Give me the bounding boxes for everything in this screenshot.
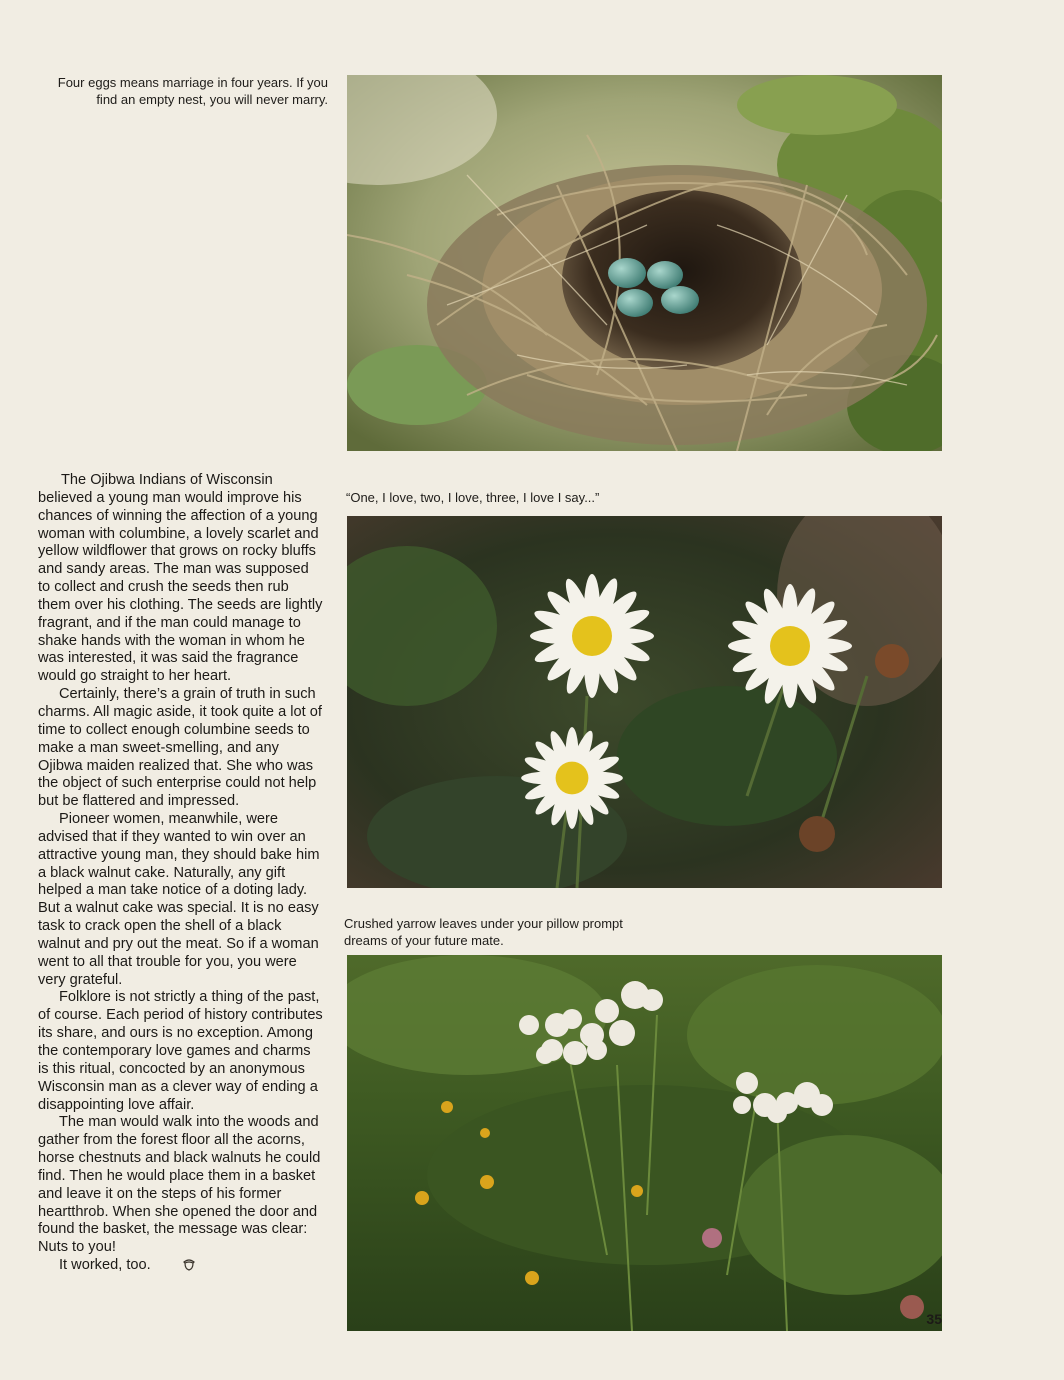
nest-caption: Four eggs means marriage in four years. If you find an empty nest, you will never marry. (57, 75, 328, 107)
daisy-image (347, 516, 942, 888)
yarrow-photo (347, 955, 942, 1331)
daisy-photo (347, 516, 942, 888)
yarrow-image (347, 955, 942, 1331)
article-paragraph-last (38, 1257, 324, 1277)
article-paragraph: The man would walk into the woods and gather from the forest floor all the acorns, horse chestnuts and black walnuts he could find. Then he would place them in a basket and leave it on the steps of his former heartthrob. When she opened the door and found the basket, the message was clear: Nuts to you! (38, 1114, 321, 1256)
article-paragraph: Folklore is not strictly a thing of the past, of course. Each period of history contributes its share, and ours is no exception. Among the contemporary love games and charms is this ritual, concocted by an anonymous Wisconsin man as a clever way of ending a disappointing love affair. (38, 989, 323, 1113)
article-paragraph: Pioneer women, meanwhile, were advised that if they wanted to win over an attractive young man, they should bake him a black walnut cake. Naturally, any gift helped a man take notice of a doting lady. But a walnut cake was special. It is no easy task to crack open the shell of a black walnut and pry out the meat. So if a woman went to all that trouble for you, you were very grateful. (38, 811, 320, 988)
nest-image (347, 75, 942, 451)
article-paragraph: Certainly, there’s a grain of truth in such charms. All magic aside, it took quite a lot of time to collect enough columbine seeds to make a man sweet-smelling, and any Ojibwa maiden realized that. She who was the object of such enterprise could not help but be flattered and impressed. (38, 686, 322, 810)
article-body (38, 472, 324, 1277)
article-paragraph: The Ojibwa Indians of Wisconsin believed a young man would improve his chances of winning the affection of a young woman with columbine, a lovely scarlet and yellow wildflower that grows on rocky bluffs and sandy areas. The man was supposed to collect and crush the seeds then rub them over his clothing. The seeds are lightly fragrant, and if the man could manage to shake hands with the woman in whom he was interested, it was said the fragrance would go straight to her heart. (38, 472, 323, 685)
page-number: 35 (926, 1311, 942, 1327)
daisy-caption: “One, I love, two, I love, three, I love I say...” (346, 490, 600, 505)
article-final-sentence: It worked, too. (59, 1257, 151, 1274)
acorn-end-mark-icon (161, 1257, 196, 1277)
nest-photo (347, 75, 942, 451)
yarrow-caption: Crushed yarrow leaves under your pillow prompt dreams of your future mate. (344, 916, 623, 948)
